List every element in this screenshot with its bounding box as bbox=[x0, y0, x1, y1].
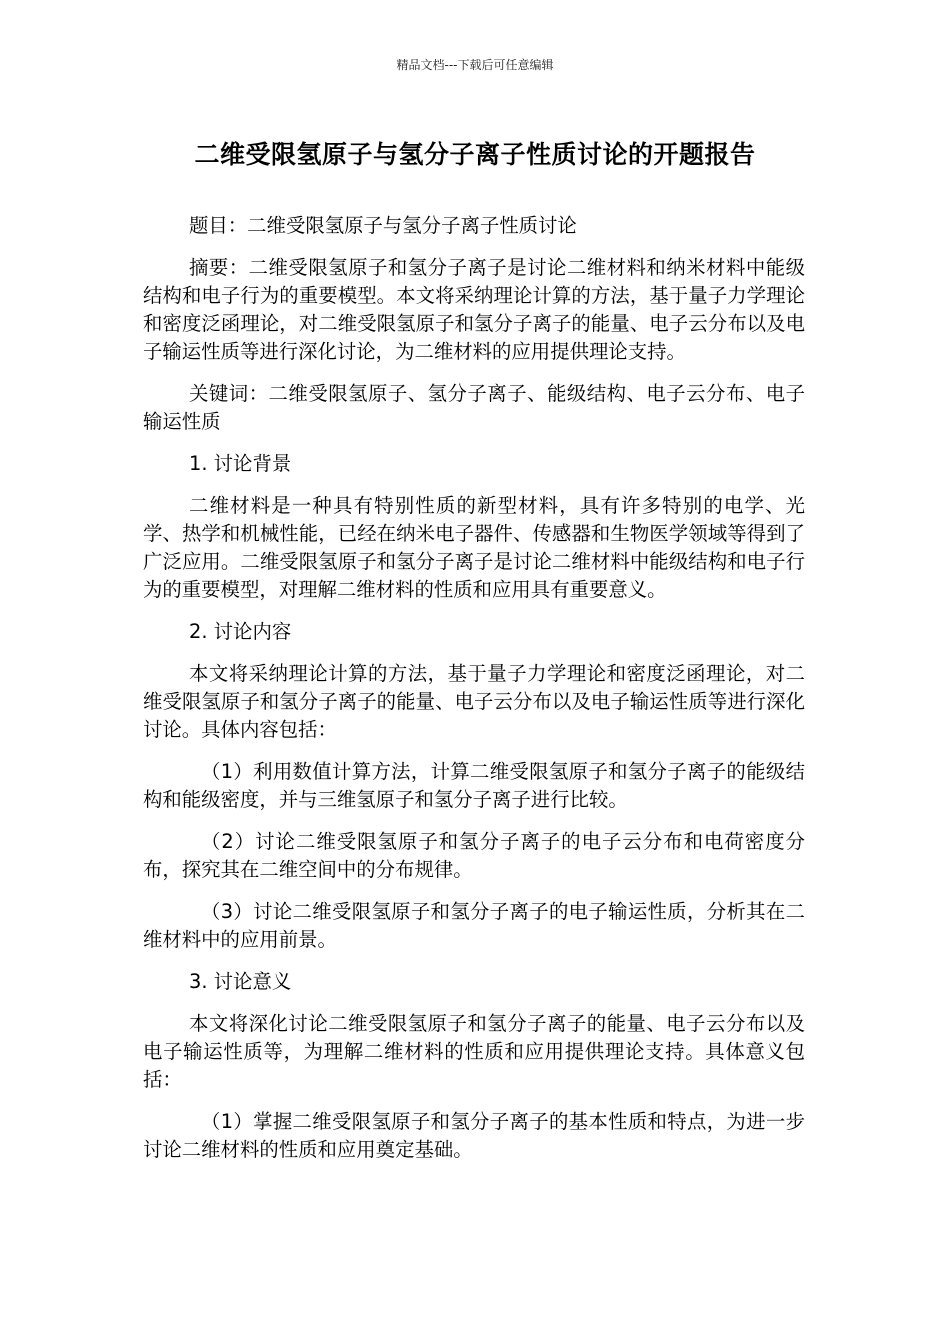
section-heading: 2. 讨论内容 bbox=[189, 620, 292, 643]
list-item: （1）掌握二维受限氢原子和氢分子离子的基本性质和特点，为进一步讨论二维材料的性质和应用奠定基础。 bbox=[143, 1110, 805, 1161]
list-item: （2）讨论二维受限氢原子和氢分子离子的电子云分布和电荷密度分布，探究其在二维空间中的分布规律。 bbox=[143, 830, 805, 881]
keywords-paragraph: 关键词：二维受限氢原子、氢分子离子、能级结构、电子云分布、电子输运性质 bbox=[143, 382, 805, 433]
abstract-paragraph: 摘要：二维受限氢原子和氢分子离子是讨论二维材料和纳米材料中能级结构和电子行为的重要模型。本文将采纳理论计算的方法，基于量子力学理论和密度泛函理论，对二维受限氢原子和氢分子离子的能量、电子云分布以及电子输运性质等进行深化讨论，为二维材料的应用提供理论支持。 bbox=[143, 256, 805, 363]
list-item: （3）讨论二维受限氢原子和氢分子离子的电子输运性质，分析其在二维材料中的应用前景。 bbox=[143, 900, 805, 951]
section-paragraph: 本文将采纳理论计算的方法，基于量子力学理论和密度泛函理论，对二维受限氢原子和氢分子离子的能量、电子云分布以及电子输运性质等进行深化讨论。具体内容包括： bbox=[143, 662, 805, 741]
document-title: 二维受限氢原子与氢分子离子性质讨论的开题报告 bbox=[194, 140, 756, 169]
page-header: 精品文档---下载后可任意编辑 bbox=[396, 58, 554, 72]
section-paragraph: 本文将深化讨论二维受限氢原子和氢分子离子的能量、电子云分布以及电子输运性质等，为理解二维材料的性质和应用提供理论支持。具体意义包括： bbox=[143, 1012, 805, 1091]
document-body bbox=[143, 212, 805, 1178]
section-paragraph: 二维材料是一种具有特别性质的新型材料，具有许多特别的电学、光学、热学和机械性能，已经在纳米电子器件、传感器和生物医学领域等得到了广泛应用。二维受限氢原子和氢分子离子是讨论二维材料中能级结构和电子行为的重要模型，对理解二维材料的性质和应用具有重要意义。 bbox=[143, 494, 805, 601]
list-item: （1）利用数值计算方法，计算二维受限氢原子和氢分子离子的能级结构和能级密度，并与三维氢原子和氢分子离子进行比较。 bbox=[143, 760, 805, 811]
section-heading: 3. 讨论意义 bbox=[189, 970, 292, 993]
topic-paragraph: 题目：二维受限氢原子与氢分子离子性质讨论 bbox=[189, 214, 577, 237]
section-heading: 1. 讨论背景 bbox=[189, 452, 292, 475]
